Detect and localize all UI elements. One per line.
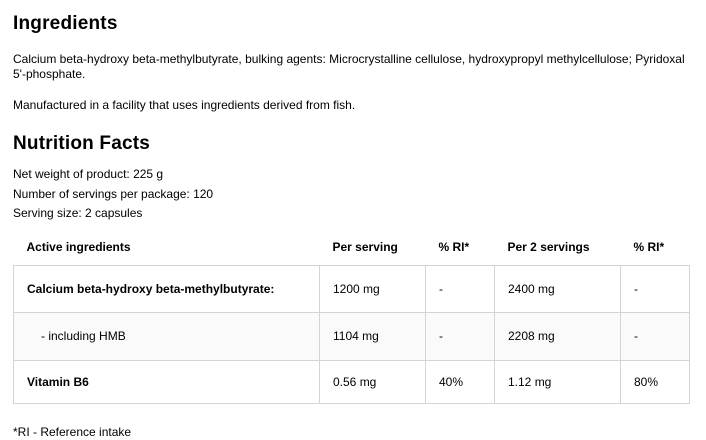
col-header-ri-per-2-servings: % RI* xyxy=(633,239,665,254)
ingredient-name-cell: Calcium beta-hydroxy beta-methylbutyrate: xyxy=(14,265,320,312)
allergen-warning-text: Manufactured in a facility that uses ingredients derived from fish. xyxy=(13,98,356,112)
net-weight-text: Net weight of product: 225 g xyxy=(13,167,164,181)
ri-per-serving-cell: 40% xyxy=(426,360,495,403)
per-serving-cell: 1200 mg xyxy=(320,265,426,312)
nutrition-facts-table xyxy=(13,229,690,404)
col-header-per-2-servings: Per 2 servings xyxy=(507,239,590,254)
ingredients-composition-text: Calcium beta-hydroxy beta-methylbutyrate, bulking agents: Microcrystalline cellulose, hydroxypropyl methylcellulose; Pyridoxal 5'-phosphate. xyxy=(13,52,685,81)
servings-per-package-text: Number of servings per package: 120 xyxy=(13,187,214,201)
per-2-servings-cell: 2400 mg xyxy=(495,265,621,312)
table-row-vitamin-b6 xyxy=(14,360,690,403)
per-2-servings-cell: 2208 mg xyxy=(495,312,621,360)
ri-per-2-servings-cell: - xyxy=(621,312,690,360)
reference-intake-footnote: *RI - Reference intake xyxy=(13,424,132,439)
ingredient-name-cell: - including HMB xyxy=(14,312,320,360)
ri-per-2-servings-cell: - xyxy=(621,265,690,312)
ri-per-2-servings-cell: 80% xyxy=(621,360,690,403)
per-2-servings-cell: 1.12 mg xyxy=(495,360,621,403)
nutrition-table-header xyxy=(14,229,690,265)
ingredients-section-title: Ingredients xyxy=(13,13,118,34)
ri-per-serving-cell: - xyxy=(426,265,495,312)
col-header-ri-per-serving: % RI* xyxy=(438,239,470,254)
per-serving-cell: 0.56 mg xyxy=(320,360,426,403)
per-serving-cell: 1104 mg xyxy=(320,312,426,360)
ri-per-serving-cell: - xyxy=(426,312,495,360)
col-header-per-serving: Per serving xyxy=(332,239,398,254)
col-header-active-ingredients: Active ingredients xyxy=(26,239,131,254)
table-row-calcium-hmb xyxy=(14,265,690,312)
nutrition-table-body xyxy=(14,265,690,403)
serving-size-text: Serving size: 2 capsules xyxy=(13,206,143,220)
nutrition-facts-section-title: Nutrition Facts xyxy=(13,133,151,154)
header-row xyxy=(14,229,690,265)
ingredient-name-cell: Vitamin B6 xyxy=(14,360,320,403)
table-row-including-hmb xyxy=(14,312,690,360)
